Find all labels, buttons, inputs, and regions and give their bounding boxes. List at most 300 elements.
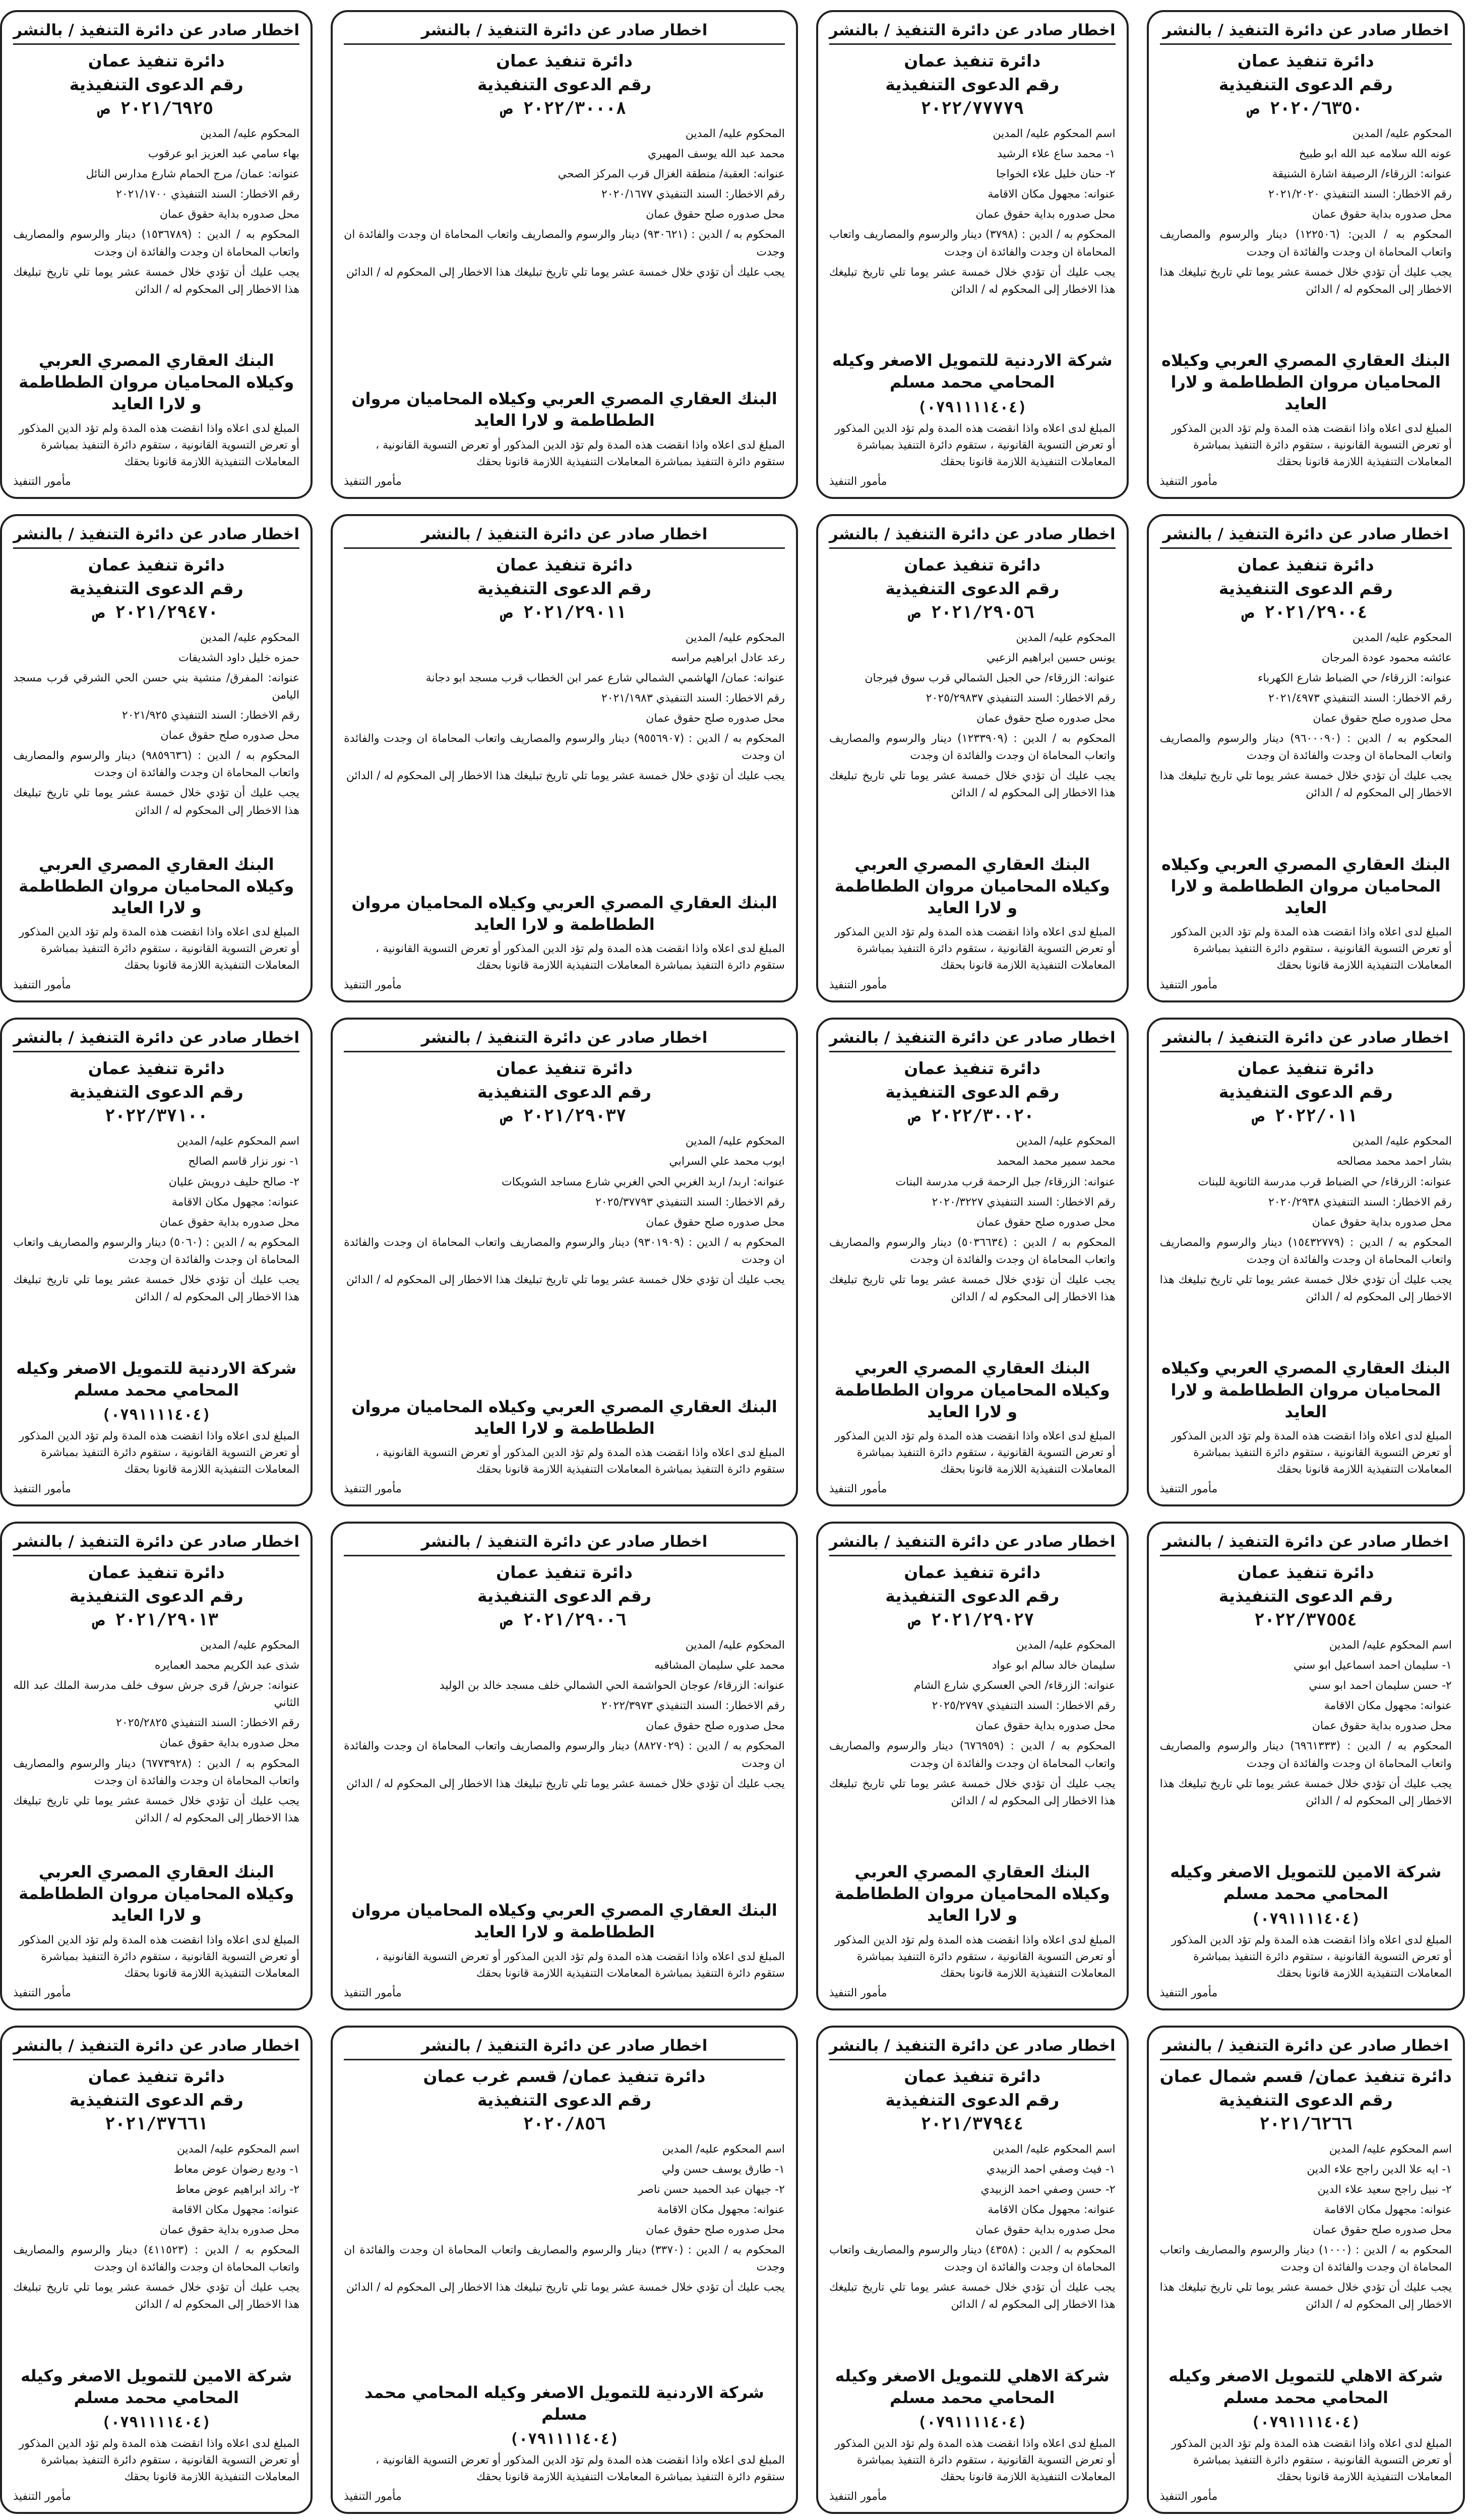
notice-body-line: المحكوم عليه/ المدين [1352,128,1452,140]
notice-case-number: ٢٠٢٠/٦٣٥٠ ص [1249,98,1363,118]
notice-case-number: ٢٠٢١/٢٩٠٣٧ ص [502,1106,627,1126]
notice-body-line: يجب عليك أن تؤدي خلال خمسة عشر يوما تلي تاريخ تبليغك هذا الاخطار إلى المحكوم له / الدائن [13,266,300,296]
notice-body-line: محل صدوره بداية حقوق عمان [975,1720,1116,1733]
notice-body-line: عنوانه: اربد/ اربد الغربي الحي الغربي شارع مساجد الشويكات [502,1175,785,1188]
notice-creditor: البنك العقاري المصري العربي وكيلاه المحاميان مروان الططاطمة و لارا العايد [19,854,294,918]
notice-body-line: يجب عليك أن تؤدي خلال خمسة عشر يوما تلي تاريخ تبليغك هذا الاخطار إلى المحكوم له / الدائن [13,1794,300,1824]
notice-body-line: المحكوم عليه/ المدين [200,128,300,140]
notice-body-line: عنوانه: مجهول مكان الاقامة [657,2203,785,2216]
notice-body-line: عنوانه: المفرق/ منشية بني حسن الحي الشرقي قرب مسجد اليامن [13,671,300,702]
notice-footer [13,420,299,490]
notice-body [829,125,1116,345]
notice-footer [344,437,785,490]
notice-signature: مأمور التنفيذ [344,1986,402,1999]
notice-creditor: شركة الامين للتمويل الاصغر وكيله المحامي محمد مسلم [1170,1862,1442,1904]
notice-body [344,125,785,383]
notice-body [13,125,299,345]
notice-body [13,1637,299,1856]
notice-body-line: بهاء سامي عبد العزيز ابو عرقوب [148,148,300,161]
notice-department: دائرة تنفيذ عمان [496,1562,633,1582]
notice-body-line: اسم المحكوم عليه/ المدين [1329,1639,1452,1652]
notice-creditor: شركة الامين للتمويل الاصغر وكيله المحامي محمد مسلم [20,2366,292,2408]
notice-footer [1160,1428,1452,1497]
notice-creditor: البنك العقاري المصري العربي وكيلاه المحاميان مروان الططاطمة و لارا العايد [351,893,777,934]
notice-body-line: رقم الاخطار: السند التنفيذي ٢٠٢١/٤٩٧٣ [1268,691,1452,705]
notice-case-number: ٢٠٢١/٦٩٢٥ ص [99,98,213,118]
notice-body-line: اسم المحكوم عليه/ المدين [176,1135,300,1148]
notice-body-line: عنوانه: الزرقاء/ حي الضباط قرب مدرسة الثانوية للبنات [1198,1175,1452,1188]
notice-footer [1160,420,1452,490]
notice-body-line: يجب عليك أن تؤدي خلال خمسة عشر يوما تلي تاريخ تبليغك هذا الاخطار إلى المحكوم له / الدائن [346,1273,785,1286]
notice-department: دائرة تنفيذ عمان [904,554,1041,575]
notice-creditor: شركة الاردنية للتمويل الاصغر وكيله المحامي محمد مسلم [364,2382,764,2424]
notice-body-line: يونس حسين ابراهيم الزعبي [986,651,1116,664]
notice-creditor: البنك العقاري المصري العربي وكيلاه المحاميان مروان الططاطمة و لارا العايد [351,389,777,430]
notice-body-line: عنوانه: مجهول مكان الاقامة [171,1195,300,1209]
notice-case-label: رقم الدعوى التنفيذية [477,1586,651,1606]
notice-body-line: ١- وديع رضوان عوض معاط [173,2163,300,2176]
notice-footer-text: المبلغ لدى اعلاه واذا انقضت هذه المدة ولم تؤد الدين المذكور أو تعرض التسوية القانونية ، ستقوم دائرة التنفيذ بمباشرة المعاملات التنفيذية اللازمة قانونا بحقك [1171,422,1452,468]
notice-body-line: يجب عليك أن تؤدي خلال خمسة عشر يوما تلي تاريخ تبليغك هذا الاخطار إلى المحكوم له / الدائن [829,770,1116,800]
notice-card [331,1018,798,1506]
notice-body-line: المحكوم به / الدين : (٦٧٧٣٩٢٨) دينار والرسوم والمصاريف واتعاب المحاماة ان وجدت والفائدة ان وجدت [13,1757,300,1787]
notice-body-line: المحكوم به / الدين : (٥٠٦٠) دينار والرسوم والمصاريف واتعاب المحاماة ان وجدت والفائدة ان وجدت [13,1236,300,1266]
notice-department: دائرة تنفيذ عمان [904,51,1041,71]
notice-department: دائرة تنفيذ عمان [904,1058,1041,1079]
notice-body-line: يجب عليك أن تؤدي خلال خمسة عشر يوما تلي تاريخ تبليغك هذا الاخطار إلى المحكوم له / الدائن [1159,770,1452,800]
notice-signature: مأمور التنفيذ [13,1483,71,1495]
notice-body-line: المحكوم عليه/ المدين [1016,631,1116,644]
notice-body-line: عنوانه: مجهول مكان الاقامة [988,188,1116,201]
notice-footer [1160,2435,1452,2505]
notice-body-line: اسم المحكوم عليه/ المدين [662,2143,785,2156]
notice-header: اخطار صادر عن دائرة التنفيذ / بالنشر [344,525,785,549]
notice-header: اخطار صادر عن دائرة التنفيذ / بالنشر [13,21,299,45]
notice-footer [829,2435,1116,2505]
notice-body-line: رقم الاخطار: السند التنفيذي ٢٠٢٠/٣٢٢٧ [932,1195,1116,1209]
notice-body-line: رقم الاخطار: السند التنفيذي ٢٠٢٥/٢٧٩٧ [932,1699,1116,1713]
notice-body-line: محل صدوره صلح حقوق عمان [646,2224,785,2237]
notice-case-label: رقم الدعوى التنفيذية [885,75,1060,94]
notice-footer [829,1932,1116,2001]
notice-signature: مأمور التنفيذ [829,1986,887,1999]
notice-body-line: المحكوم به / الدين : (٩٨٥٩٦٣٦) دينار والرسوم والمصاريف واتعاب المحاماة ان وجدت والفائدة ان وجدت [13,749,300,780]
notice-footer-text: المبلغ لدى اعلاه واذا انقضت هذه المدة ولم تؤد الدين المذكور أو تعرض التسوية القانونية ، ستقوم دائرة التنفيذ بمباشرة المعاملات التنفيذية اللازمة قانونا بحقك [19,2437,300,2484]
notice-signature: مأمور التنفيذ [1159,979,1218,992]
notice-body-line: المحكوم عليه/ المدين [685,128,785,140]
notice-header: اخطار صادر عن دائرة التنفيذ / بالنشر [1160,1029,1452,1052]
notice-footer-text: المبلغ لدى اعلاه واذا انقضت هذه المدة ولم تؤد الدين المذكور أو تعرض التسوية القانونية ، ستقوم دائرة التنفيذ بمباشرة المعاملات التنفيذية اللازمة قانونا بحقك [376,2454,785,2484]
notice-card [0,10,313,499]
notice-body-line: المحكوم عليه/ المدين [1352,1135,1452,1148]
notice-case-number: ٢٠٢٢/٣٧٥٥٤ [1254,1610,1358,1630]
notice-case-number: ٢٠٢٢/٣٧١٠٠ [104,1106,208,1126]
notice-signature: مأمور التنفيذ [344,1483,402,1495]
notice-phone: (٠٧٩١١١١٤٠٤) [101,2414,211,2432]
notice-card [816,2026,1129,2514]
notice-body-line: المحكوم عليه/ المدين [685,1639,785,1652]
notice-phone: (٠٧٩١١١١٤٠٤) [1251,1910,1361,1928]
notice-body-line: ١- طارق يوسف حسن ولي [661,2163,785,2176]
notice-body-line: رقم الاخطار: السند التنفيذي ٢٠٢٥/٣٧٧٩٣ [595,1195,785,1209]
notice-body-line: يجب عليك أن تؤدي خلال خمسة عشر يوما تلي تاريخ تبليغك هذا الاخطار إلى المحكوم له / الدائن [1159,266,1452,296]
notice-body-line: محل صدوره بداية حقوق عمان [1312,1216,1452,1229]
notice-case-number: ٢٠٢١/٢٩٠٢٧ ص [910,1610,1034,1630]
notice-header: اخطار صادر عن دائرة التنفيذ / بالنشر [829,2037,1116,2060]
notice-card [0,1018,313,1506]
notice-signature: مأمور التنفيذ [1159,2490,1218,2503]
notice-body-line: رعد عادل ابراهيم مراسه [671,651,785,664]
notice-footer-text: المبلغ لدى اعلاه واذا انقضت هذه المدة ولم تؤد الدين المذكور أو تعرض التسوية القانونية ، ستقوم دائرة التنفيذ بمباشرة المعاملات التنفيذية اللازمة قانونا بحقك [376,1950,785,1980]
notice-body-line: محل صدوره صلح حقوق عمان [1313,712,1452,725]
notice-body-line: محل صدوره بداية حقوق عمان [159,1737,300,1750]
notice-body-line: عنوانه: مجهول مكان الاقامة [1324,2203,1452,2216]
notice-department: دائرة تنفيذ عمان [88,51,225,71]
notice-footer-text: المبلغ لدى اعلاه واذا انقضت هذه المدة ولم تؤد الدين المذكور أو تعرض التسوية القانونية ، ستقوم دائرة التنفيذ بمباشرة المعاملات التنفيذية اللازمة قانونا بحقك [376,438,785,468]
notice-card [1147,1522,1465,2010]
notice-body-line: ٢- رائد ابراهيم عوض معاط [175,2183,300,2196]
notice-footer-text: المبلغ لدى اعلاه واذا انقضت هذه المدة ولم تؤد الدين المذكور أو تعرض التسوية القانونية ، ستقوم دائرة التنفيذ بمباشرة المعاملات التنفيذية اللازمة قانونا بحقك [835,926,1116,972]
notice-body-line: رقم الاخطار: السند التنفيذي ٢٠٢١/٩٢٥ [121,709,300,722]
notice-body-line: المحكوم به / الدين : (١٠٠٠) دينار والرسوم والمصاريف واتعاب المحاماة ان وجدت والفائدة ان وجدت [1159,2244,1452,2274]
notice-creditor: البنك العقاري المصري العربي وكيلاه المحاميان مروان الططاطمة و لارا العايد [1161,351,1450,414]
notice-footer-text: المبلغ لدى اعلاه واذا انقضت هذه المدة ولم تؤد الدين المذكور أو تعرض التسوية القانونية ، ستقوم دائرة التنفيذ بمباشرة المعاملات التنفيذية اللازمة قانونا بحقك [1171,926,1452,972]
notice-department: دائرة تنفيذ عمان [88,554,225,575]
notice-creditor: البنك العقاري المصري العربي وكيلاه المحاميان مروان الططاطمة و لارا العايد [1161,854,1450,918]
notice-body-line: عنوانه: عمان/ الهاشمي الشمالي شارع عمر ابن الخطاب قرب مسجد ابو دجانة [425,671,785,684]
notice-footer-text: المبلغ لدى اعلاه واذا انقضت هذه المدة ولم تؤد الدين المذكور أو تعرض التسوية القانونية ، ستقوم دائرة التنفيذ بمباشرة المعاملات التنفيذية اللازمة قانونا بحقك [1171,1430,1452,1476]
notice-department: دائرة تنفيذ عمان [1237,1058,1374,1079]
notice-footer [344,940,785,993]
notice-body-line: عنوانه: العقبة/ منطقة الغزال قرب المركز الصحي [558,168,785,181]
notice-body-line: المحكوم عليه/ المدين [685,1135,785,1148]
notice-header: اخطار صادر عن دائرة التنفيذ / بالنشر [13,1029,299,1052]
notice-footer [829,420,1116,490]
notice-card [331,2026,798,2514]
notice-case-label: رقم الدعوى التنفيذية [69,1586,243,1606]
notice-footer-text: المبلغ لدى اعلاه واذا انقضت هذه المدة ولم تؤد الدين المذكور أو تعرض التسوية القانونية ، ستقوم دائرة التنفيذ بمباشرة المعاملات التنفيذية اللازمة قانونا بحقك [835,422,1116,468]
notice-case-label: رقم الدعوى التنفيذية [477,578,651,598]
notice-body-line: محل صدوره صلح حقوق عمان [646,712,785,725]
notice-body-line: حمزه خليل داود الشديفات [178,651,300,664]
notice-creditor: شركة الاهلي للتمويل الاصغر وكيله المحامي محمد مسلم [835,2366,1110,2408]
notice-footer [344,1444,785,1497]
notice-body-line: شذى عبد الكريم محمد العمايره [154,1659,300,1672]
notice-creditor: شركة الاردنية للتمويل الاصغر وكيله المحامي محمد مسلم [832,351,1113,392]
notice-body-line: المحكوم عليه/ المدين [1016,1639,1116,1652]
notice-body-line: رقم الاخطار: السند التنفيذي ٢٠٢٥/٢٨٢٥ [116,1717,300,1730]
notice-body-line: المحكوم به / الدين : (٩٣٠٦٢١) دينار والرسوم والمصاريف واتعاب المحاماة ان وجدت والفائدة ان وجدت [344,228,785,259]
notice-body-line: ٢- حسن سليمان احمد ابو سني [1309,1679,1452,1692]
notice-body-line: رقم الاخطار: السند التنفيذي ٢٠٢٢/٣٩٧٣ [601,1699,785,1713]
notice-body-line: عائشه محمود عودة المرجان [1321,651,1452,664]
notice-phone: (٠٧٩١١١١٤٠٤) [917,2414,1027,2432]
notice-card [331,10,798,499]
notice-footer [829,1428,1116,1497]
notice-body-line: المحكوم به / الدين : (٩٦٠٠٠٩٠) دينار والرسوم والمصاريف واتعاب المحاماة ان وجدت والفائدة ان وجدت [1159,732,1452,763]
notice-body-line: المحكوم به / الدين : (٩٣٠١٩٠٩) دينار والرسوم والمصاريف واتعاب المحاماة ان وجدت والفائدة ان وجدت [344,1236,785,1266]
notice-body-line: المحكوم به / الدين : (٤١١٥٢٣) دينار والرسوم والمصاريف واتعاب المحاماة ان وجدت والفائدة ان وجدت [13,2244,300,2274]
notice-footer-text: المبلغ لدى اعلاه واذا انقضت هذه المدة ولم تؤد الدين المذكور أو تعرض التسوية القانونية ، ستقوم دائرة التنفيذ بمباشرة المعاملات التنفيذية اللازمة قانونا بحقك [19,1430,300,1476]
notice-body-line: رقم الاخطار: السند التنفيذي ٢٠٢٠/٢٩٣٨ [1268,1195,1452,1209]
notice-body-line: محل صدوره بداية حقوق عمان [159,2224,300,2237]
notice-body-line: عنوانه: جرش/ قرى جرش سوف خلف مدرسة الملك عبد الله الثاني [13,1679,300,1710]
notice-footer [344,1948,785,2001]
notice-phone: (٠٧٩١١١١٤٠٤) [510,2430,619,2448]
notice-creditor: البنك العقاري المصري العربي وكيلاه المحاميان مروان الططاطمة و لارا العايد [351,1901,777,1942]
notice-signature: مأمور التنفيذ [1159,1986,1218,1999]
notice-department: دائرة تنفيذ عمان [88,1562,225,1582]
notice-header: اخطار صادر عن دائرة التنفيذ / بالنشر [344,2037,785,2060]
notice-case-number: ٢٠٢٢/٣٠٠٠٨ ص [502,98,627,118]
notice-department: دائرة تنفيذ عمان/ قسم شمال عمان [1159,2066,1452,2086]
notice-department: دائرة تنفيذ عمان [88,1058,225,1079]
notice-body-line: يجب عليك أن تؤدي خلال خمسة عشر يوما تلي تاريخ تبليغك هذا الاخطار إلى المحكوم له / الدائن [346,2281,785,2294]
notice-header: اخطار صادر عن دائرة التنفيذ / بالنشر [1160,21,1452,45]
notice-body [344,1133,785,1391]
notice-body-line: يجب عليك أن تؤدي خلال خمسة عشر يوما تلي تاريخ تبليغك هذا الاخطار إلى المحكوم له / الدائن [13,787,300,817]
notice-body-line: يجب عليك أن تؤدي خلال خمسة عشر يوما تلي تاريخ تبليغك هذا الاخطار إلى المحكوم له / الدائن [829,2281,1116,2311]
notice-case-label: رقم الدعوى التنفيذية [885,1082,1060,1102]
notice-body-line: المحكوم عليه/ المدين [1016,1135,1116,1148]
notice-body [1160,125,1452,345]
notice-footer [829,924,1116,993]
notice-body-line: المحكوم به / الدين : (٨٨٢٧٠٢٩) دينار والرسوم والمصاريف واتعاب المحاماة ان وجدت والفائدة ان وجدت [344,1740,785,1770]
notice-card [0,514,313,1003]
notice-case-number: ٢٠٢١/٢٩٠٥٦ ص [910,602,1034,622]
notice-header: اخطار صادر عن دائرة التنفيذ / بالنشر [829,21,1116,45]
notice-body-line: يجب عليك أن تؤدي خلال خمسة عشر يوما تلي تاريخ تبليغك هذا الاخطار إلى المحكوم له / الدائن [346,266,785,279]
notice-footer [1160,924,1452,993]
notice-header: اخطار صادر عن دائرة التنفيذ / بالنشر [829,1029,1116,1052]
notice-header: اخطار صادر عن دائرة التنفيذ / بالنشر [344,1533,785,1556]
notice-case-number: ٢٠٢١/٣٧٩٤٤ [920,2113,1024,2134]
notice-body-line: يجب عليك أن تؤدي خلال خمسة عشر يوما تلي تاريخ تبليغك هذا الاخطار إلى المحكوم له / الدائن [1159,2281,1452,2311]
notice-body-line: سليمان خالد سالم ابو عواد [992,1659,1116,1672]
notice-body-line: ١- فيث وصفي احمد الزبيدي [986,2163,1116,2176]
notice-body-line: ٢- حنان خليل علاء الخواجا [996,168,1116,181]
notice-body-line: محل صدوره بداية حقوق عمان [159,1216,300,1229]
notice-footer-text: المبلغ لدى اعلاه واذا انقضت هذه المدة ولم تؤد الدين المذكور أو تعرض التسوية القانونية ، ستقوم دائرة التنفيذ بمباشرة المعاملات التنفيذية اللازمة قانونا بحقك [376,1446,785,1476]
notice-phone: (٠٧٩١١١١٤٠٤) [101,1406,211,1424]
notice-body-line: المحكوم عليه/ المدين [200,1639,300,1652]
notice-body-line: المحكوم به / الدين : (٦٩٦١٣٣٣) دينار والرسوم والمصاريف واتعاب المحاماة ان وجدت والفائدة ان وجدت [1159,1740,1452,1770]
notice-case-label: رقم الدعوى التنفيذية [1218,578,1393,598]
notice-body-line: المحكوم به / الدين : (١٥٣٦٧٨٩) دينار والرسوم والمصاريف واتعاب المحاماة ان وجدت والفائدة ان وجدت [13,228,300,259]
notice-body-line: رقم الاخطار: السند التنفيذي ٢٠٢١/١٧٠٠ [116,188,300,201]
notice-header: اخطار صادر عن دائرة التنفيذ / بالنشر [1160,525,1452,549]
notice-body-line: رقم الاخطار: السند التنفيذي ٢٠٢١/٢٠٢٠ [1268,188,1452,201]
notice-case-label: رقم الدعوى التنفيذية [1218,1586,1393,1606]
notice-signature: مأمور التنفيذ [344,475,402,488]
notice-body [13,1133,299,1352]
notice-case-number: ٢٠٢٢/٠١١ ص [1254,1106,1358,1126]
notice-body-line: ٢- حسن وصفي احمد الزبيدي [980,2183,1116,2196]
notice-body-line: عنوانه: الزرقاء/ الحي العسكري شارع الشام [913,1679,1116,1692]
notice-body-line: محل صدوره بداية حقوق عمان [1312,1720,1452,1733]
notice-body-line: محمد عبد الله يوسف المهيري [648,148,785,161]
notice-case-number: ٢٠٢٢/٧٧٧٧٩ [920,98,1024,118]
notice-signature: مأمور التنفيذ [13,475,71,488]
notice-body-line: محمد علي سليمان المشاقبه [654,1659,785,1672]
notice-footer [13,2435,299,2505]
notice-body-line: محل صدوره صلح حقوق عمان [646,208,785,221]
notice-case-label: رقم الدعوى التنفيذية [69,578,243,598]
notice-department: دائرة تنفيذ عمان [1237,51,1374,71]
notice-body [1160,2141,1452,2360]
notice-body-line: رقم الاخطار: السند التنفيذي ٢٠٢٥/٢٩٨٣٧ [926,691,1116,705]
notice-department: دائرة تنفيذ عمان [496,554,633,575]
notice-signature: مأمور التنفيذ [1159,475,1218,488]
notice-body-line: عنوانه: الزرقاء/ جبل الرحمة قرب مدرسة البنات [895,1175,1116,1188]
notice-header: اخطار صادر عن دائرة التنفيذ / بالنشر [13,2037,299,2060]
notice-creditor: البنك العقاري المصري العربي وكيلاه المحاميان مروان الططاطمة و لارا العايد [19,351,294,414]
notice-body-line: عنوانه: الزرقاء/ حي الضباط شارع الكهرباء [1258,671,1452,684]
notice-creditor: البنك العقاري المصري العربي وكيلاه المحاميان مروان الططاطمة و لارا العايد [834,1862,1110,1925]
notice-body-line: ١- نور نزار قاسم الصالح [188,1155,300,1168]
notice-case-label: رقم الدعوى التنفيذية [477,1082,651,1102]
notice-case-label: رقم الدعوى التنفيذية [885,2090,1060,2110]
notice-case-label: رقم الدعوى التنفيذية [477,2090,651,2110]
notice-footer [344,2452,785,2505]
notice-creditor: البنك العقاري المصري العربي وكيلاه المحاميان مروان الططاطمة و لارا العايد [19,1862,294,1925]
notice-body [344,629,785,887]
notice-body-line: ١- سليمان احمد اسماعيل ابو سني [1293,1659,1452,1672]
notice-body [829,1133,1116,1352]
notice-case-label: رقم الدعوى التنفيذية [1218,1082,1393,1102]
notice-card [816,1018,1129,1506]
notice-body-line: يجب عليك أن تؤدي خلال خمسة عشر يوما تلي تاريخ تبليغك هذا الاخطار إلى المحكوم له / الدائن [346,1777,785,1790]
notice-signature: مأمور التنفيذ [829,2490,887,2503]
notice-body-line: محل صدوره صلح حقوق عمان [646,1216,785,1229]
notice-body-line: عونه الله سلامه عبد الله ابو طبيخ [1299,148,1452,161]
notice-signature: مأمور التنفيذ [344,979,402,992]
notice-department: دائرة تنفيذ عمان [904,2066,1041,2086]
notice-signature: مأمور التنفيذ [13,2490,71,2503]
notice-body-line: اسم المحكوم عليه/ المدين [993,2143,1116,2156]
notice-department: دائرة تنفيذ عمان/ قسم غرب عمان [423,2066,706,2086]
notice-footer [13,1428,299,1497]
notices-page [13,0,1475,2520]
notice-card [1147,514,1465,1003]
notice-header: اخطار صادر عن دائرة التنفيذ / بالنشر [829,1533,1116,1556]
notice-creditor: البنك العقاري المصري العربي وكيلاه المحاميان مروان الططاطمة و لارا العايد [1161,1358,1450,1421]
notice-body-line: المحكوم عليه/ المدين [685,631,785,644]
notice-header: اخطار صادر عن دائرة التنفيذ / بالنشر [1160,2037,1452,2060]
notice-body-line: ايوب محمد علي السرابي [669,1155,785,1168]
notice-body-line: اسم المحكوم عليه/ المدين [176,2143,300,2156]
notice-card [331,514,798,1003]
notice-body [1160,1133,1452,1352]
notice-footer-text: المبلغ لدى اعلاه واذا انقضت هذه المدة ولم تؤد الدين المذكور أو تعرض التسوية القانونية ، ستقوم دائرة التنفيذ بمباشرة المعاملات التنفيذية اللازمة قانونا بحقك [835,1933,1116,1980]
notice-body-line: محل صدوره صلح حقوق عمان [976,1216,1116,1229]
notice-body-line: محمد سمير محمد المحمد [997,1155,1116,1168]
notice-case-label: رقم الدعوى التنفيذية [1218,75,1393,94]
notice-body [344,1637,785,1895]
notice-header: اخطار صادر عن دائرة التنفيذ / بالنشر [13,1533,299,1556]
notice-creditor: البنك العقاري المصري العربي وكيلاه المحاميان مروان الططاطمة و لارا العايد [834,854,1110,918]
notice-case-label: رقم الدعوى التنفيذية [69,1082,243,1102]
notice-case-number: ٢٠٢١/٢٩٠١١ ص [502,602,627,622]
notice-case-number: ٢٠٢٠/٨٥٦ [523,2113,606,2134]
notice-body-line: محل صدوره بداية حقوق عمان [975,208,1116,221]
notice-body-line: يجب عليك أن تؤدي خلال خمسة عشر يوما تلي تاريخ تبليغك هذا الاخطار إلى المحكوم له / الدائن [1159,1777,1452,1807]
notice-body-line: ٢- نبيل راجح سعيد علاء الدين [1317,2183,1452,2196]
notice-footer-text: المبلغ لدى اعلاه واذا انقضت هذه المدة ولم تؤد الدين المذكور أو تعرض التسوية القانونية ، ستقوم دائرة التنفيذ بمباشرة المعاملات التنفيذية اللازمة قانونا بحقك [19,1933,300,1980]
notice-body-line: عنوانه: الزرقاء/ الرصيفة اشارة الشنيقة [1272,168,1452,181]
notice-footer-text: المبلغ لدى اعلاه واذا انقضت هذه المدة ولم تؤد الدين المذكور أو تعرض التسوية القانونية ، ستقوم دائرة التنفيذ بمباشرة المعاملات التنفيذية اللازمة قانونا بحقك [835,2437,1116,2484]
notice-card [331,1522,798,2010]
notice-body-line: محل صدوره بداية حقوق عمان [1312,208,1452,221]
notice-body-line: المحكوم به / الدين: (١٢٢٥٠٦) دينار والرسوم والمصاريف واتعاب المحاماة ان وجدت والفائدة ان وجدت [1159,228,1452,259]
notice-header: اخطار صادر عن دائرة التنفيذ / بالنشر [829,525,1116,549]
notice-body-line: محل صدوره صلح حقوق عمان [976,712,1116,725]
notice-footer-text: المبلغ لدى اعلاه واذا انقضت هذه المدة ولم تؤد الدين المذكور أو تعرض التسوية القانونية ، ستقوم دائرة التنفيذ بمباشرة المعاملات التنفيذية اللازمة قانونا بحقك [19,926,300,972]
notice-case-number: ٢٠٢٢/٣٠٠٢٠ ص [910,1106,1034,1126]
notice-signature: مأمور التنفيذ [829,475,887,488]
notice-case-label: رقم الدعوى التنفيذية [477,75,651,94]
notice-body-line: ٢- جيهان عبد الحميد حسن ناصر [638,2183,785,2196]
notice-card [816,10,1129,499]
notice-body-line: يجب عليك أن تؤدي خلال خمسة عشر يوما تلي تاريخ تبليغك هذا الاخطار إلى المحكوم له / الدائن [829,1273,1116,1304]
notice-body-line: ٢- صالح حليف درويش عليان [168,1175,300,1188]
notice-body-line: ١- ايه علا الدين راجح علاء الدين [1307,2163,1452,2176]
notice-body [1160,629,1452,849]
notice-header: اخطار صادر عن دائرة التنفيذ / بالنشر [1160,1533,1452,1556]
notice-header: اخطار صادر عن دائرة التنفيذ / بالنشر [344,21,785,45]
notice-signature: مأمور التنفيذ [13,1986,71,1999]
notice-body-line: المحكوم به / الدين : (٦٧٦٩٥٩) دينار والرسوم والمصاريف واتعاب المحاماة ان وجدت والفائدة ان وجدت [829,1740,1116,1770]
notice-signature: مأمور التنفيذ [344,2490,402,2503]
notice-body-line: المحكوم به / الدين : (٤٣٥٨) دينار والرسوم والمصاريف واتعاب المحاماة ان وجدت والفائدة ان وجدت [829,2244,1116,2274]
notice-footer [13,1932,299,2001]
notice-department: دائرة تنفيذ عمان [496,1058,633,1079]
notice-body [344,2141,785,2377]
notice-case-number: ٢٠٢١/٢٩٠٠٦ ص [502,1610,627,1630]
notice-card [0,1522,313,2010]
notice-signature: مأمور التنفيذ [829,1483,887,1495]
notice-signature: مأمور التنفيذ [13,979,71,992]
notice-body-line: يجب عليك أن تؤدي خلال خمسة عشر يوما تلي تاريخ تبليغك هذا الاخطار إلى المحكوم له / الدائن [829,1777,1116,1807]
notice-body-line: المحكوم به / الدين : (٣٣٧٠) دينار والرسوم والمصاريف واتعاب المحاماة ان وجدت والفائدة ان وجدت [344,2244,785,2274]
notice-body-line: رقم الاخطار: السند التنفيذي ٢٠٢١/١٩٨٣ [601,691,785,705]
notice-card [1147,1018,1465,1506]
notice-card [816,1522,1129,2010]
notice-body-line: محل صدوره صلح حقوق عمان [1313,2224,1452,2237]
notice-body-line: عنوانه: مجهول مكان الاقامة [988,2203,1116,2216]
notice-body-line: يجب عليك أن تؤدي خلال خمسة عشر يوما تلي تاريخ تبليغك هذا الاخطار إلى المحكوم له / الدائن [13,2281,300,2311]
notice-body-line: يجب عليك أن تؤدي خلال خمسة عشر يوما تلي تاريخ تبليغك هذا الاخطار إلى المحكوم له / الدائن [346,770,785,783]
notice-body-line: اسم المحكوم عليه/ المدين [993,128,1116,140]
notice-department: دائرة تنفيذ عمان [496,51,633,71]
notice-body-line: عنوانه: الزرقاء/ حي الجبل الشمالي قرب سوق فيرجان [865,671,1116,684]
notice-department: دائرة تنفيذ عمان [1237,554,1374,575]
notice-footer [1160,1932,1452,2001]
notice-body-line: عنوانه: عمان/ مرج الحمام شارع مدارس النائل [86,168,300,181]
notice-body-line: رقم الاخطار: السند التنفيذي ٢٠٢٠/١٦٧٧ [601,188,785,201]
notice-footer-text: المبلغ لدى اعلاه واذا انقضت هذه المدة ولم تؤد الدين المذكور أو تعرض التسوية القانونية ، ستقوم دائرة التنفيذ بمباشرة المعاملات التنفيذية اللازمة قانونا بحقك [835,1430,1116,1476]
notice-body [1160,1637,1452,1856]
notice-body-line: المحكوم به / الدين : (٥٠٣٦٦٣٤) دينار والرسوم والمصاريف واتعاب المحاماة ان وجدت والفائدة ان وجدت [829,1236,1116,1266]
notice-body [829,2141,1116,2360]
notice-creditor: شركة الاردنية للتمويل الاصغر وكيله المحامي محمد مسلم [16,1358,297,1400]
notice-footer-text: المبلغ لدى اعلاه واذا انقضت هذه المدة ولم تؤد الدين المذكور أو تعرض التسوية القانونية ، ستقوم دائرة التنفيذ بمباشرة المعاملات التنفيذية اللازمة قانونا بحقك [376,942,785,972]
notice-case-number: ٢٠٢١/٢٩٠١٣ ص [94,1610,218,1630]
notice-body-line: اسم المحكوم عليه/ المدين [1329,2143,1452,2156]
notice-body [13,2141,299,2360]
notice-body [13,629,299,849]
notice-body-line: محل صدوره بداية حقوق عمان [975,2224,1116,2237]
